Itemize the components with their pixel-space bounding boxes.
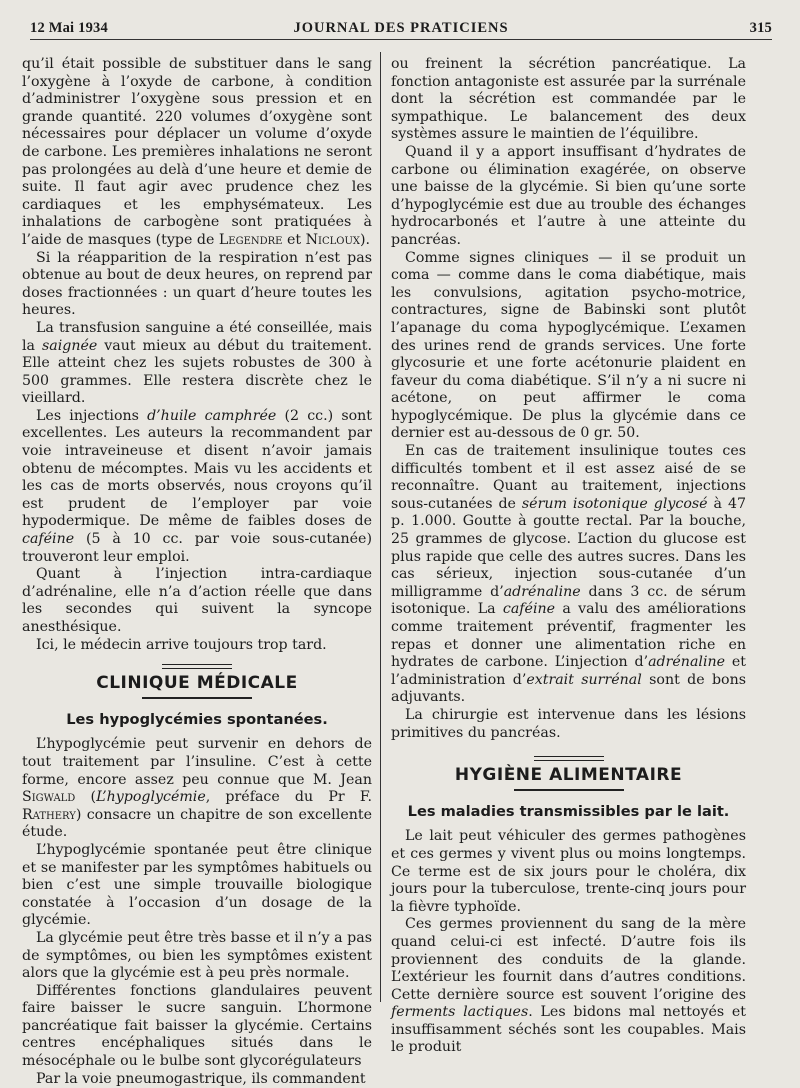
text-run: , préface du Pr F. xyxy=(205,789,372,806)
text-run: Ces germes proviennent du sang de la mère quand celui-ci est infecté. D’autre fois ils proviennent des conduits de la glande. L’extérieur les fournit dans d’autres conditions. Cette dernière source est souvent l’origine des xyxy=(391,916,746,1003)
paragraph: Par la voie pneumogastrique, ils commandent xyxy=(36,1070,366,1087)
text-run: ) consacre un chapitre de son excellente étude. xyxy=(22,806,372,841)
text-run: Les injections xyxy=(36,407,148,424)
section-ornament xyxy=(162,664,232,669)
article-title: Les maladies transmissibles par le lait. xyxy=(407,802,730,820)
text-run: sont de bons adjuvants. xyxy=(391,671,746,706)
paragraph: Ici, le médecin arrive toujours trop tard. xyxy=(36,636,327,653)
page-number: 315 xyxy=(749,20,772,36)
paragraph: Quand il y a apport insuffisant d’hydrates de carbone ou élimination exagérée, on observe une baisse de la glycémie. Si bien qu’une sorte d’hypoglycémie est due au trouble des échanges hydrocarbonés et l’autre à une atteinte du pancréas. xyxy=(391,143,746,248)
author-name: Legendre xyxy=(218,231,283,248)
text-run: L’hypoglycémie peut survenir en dehors de tout traitement par l’insuline. C’est à cette forme, encore assez peu connue que M. Jean xyxy=(22,736,372,788)
section-title: CLINIQUE MÉDICALE xyxy=(96,673,298,694)
italic-term: adrénaline xyxy=(648,654,726,671)
text-run: et xyxy=(282,231,306,248)
text-run: En cas de traitement insulinique toutes ces difficultés tombent et il est assez aisé de se reconnaître. Quant au traitement, injections sous-cutanées de xyxy=(391,443,746,512)
text-run: qu’il était possible de substituer dans le sang l’oxygène à l’oxyde de carbone, à condition d’administrer l’oxygène sous pression et en grande quantité. 220 volumes d’oxygène sont nécessaires pour déplacer un volume d’oxyde de carbone. Les premières inhalations ne seront pas prolongées au delà d’une heure et demie de suite. Il faut agir avec prudence chez les cardiaques et les emphysémateux. Les inhalations de carbogène sont pratiquées à l’aide de masques (type de xyxy=(22,56,372,248)
paragraph: ou freinent la sécrétion pancréatique. La fonction antagoniste est assurée par la surrénale dont la sécrétion est commandée par le sympathique. Le balancement des deux systèmes assure le maintien de l’équilibre. xyxy=(391,56,746,143)
column-divider xyxy=(380,52,381,1002)
section-ornament xyxy=(534,756,604,761)
text-run: a valu des améliorations comme traitement préventif, fragmenter les repas et donner une alimentation riche en hydrates de carbone. L’injection d’ xyxy=(391,601,746,671)
text-run: (2 cc.) sont excellentes. Les auteurs la recommandent par voie intraveineuse et disent n’avoir jamais obtenu de mécomptes. Mais vu les accidents et les cas de morts observés, nous croyons qu’il est prudent de l’employer par voie hypodermique. De même de faibles doses de xyxy=(22,407,373,530)
text-run: (5 à 10 cc. par voie sous-cutanée) trouveront leur emploi. xyxy=(22,531,372,565)
right-column xyxy=(391,56,746,1057)
paragraph: La glycémie peut être très basse et il n’y a pas de symptômes, ou bien les symptômes existent alors que la glycémie est à peu près normale. xyxy=(22,929,372,982)
author-name: Nicloux xyxy=(305,231,360,248)
italic-term: adrénaline xyxy=(503,583,581,600)
text-run: ( xyxy=(75,789,97,806)
left-column xyxy=(22,56,372,1088)
text-run: à 47 p. 1.000. Goutte à goutte rectal. Par la bouche, 25 grammes de glycose. L’action du glucose est plus rapide que celle des autres sucres. Dans les cas sérieux, injection sous-cutanée d’un milligramme d’ xyxy=(391,495,746,600)
italic-term: caféine xyxy=(22,531,75,548)
page-header xyxy=(30,14,772,40)
book-title: L’hypoglycémie xyxy=(96,789,206,806)
italic-term: ferments lactiques xyxy=(391,1004,529,1021)
paragraph: La chirurgie est intervenue dans les lésions primitives du pancréas. xyxy=(391,706,746,741)
paragraph xyxy=(22,56,372,250)
section-underline xyxy=(514,789,624,791)
text-run: dans 3 cc. de sérum isotonique. La xyxy=(391,583,746,618)
paragraph: Le lait peut véhiculer des germes pathogènes et ces germes y vivent plus ou moins longtemps. Ce terme est de six jours pour le choléra, dix jours pour la tuberculose, trente-cinq jours pour la fièvre typhoïde. xyxy=(391,828,746,915)
paragraph: Quant à l’injection intra-cardiaque d’adrénaline, elle n’a d’action réelle que dans les secondes qui suivent la syncope anesthésique. xyxy=(22,566,372,635)
italic-term: extrait surrénal xyxy=(526,671,642,688)
author-name: Rathery xyxy=(22,806,76,823)
italic-term: sérum isotonique glycosé xyxy=(521,495,708,512)
journal-title: JOURNAL DES PRATICIENS xyxy=(293,20,509,36)
issue-date: 12 Mai 1934 xyxy=(30,20,108,36)
section-title: HYGIÈNE ALIMENTAIRE xyxy=(454,765,683,786)
paragraph xyxy=(391,443,746,707)
paragraph: Différentes fonctions glandulaires peuvent faire baisser le sucre sanguin. L’hormone pancréatique fait baisser la glycémie. Certains centres encéphaliques situés dans le mésocéphale ou le bulbe sont glycorégulateurs xyxy=(22,982,372,1070)
paragraph: L’hypoglycémie spontanée peut être clinique et se manifester par les symptômes habituels ou bien c’est une simple trouvaille biologique constatée à l’occasion d’un dosage de la glycémie. xyxy=(22,841,372,929)
author-name: Sigwald xyxy=(22,789,76,806)
header-rule xyxy=(30,39,772,40)
paragraph xyxy=(22,320,372,408)
section-underline xyxy=(142,697,252,699)
paragraph xyxy=(22,408,372,566)
article-title: Les hypoglycémies spontanées. xyxy=(66,710,328,728)
italic-term: saignée xyxy=(41,337,98,354)
paragraph xyxy=(22,736,372,842)
text-run: . Les bidons mal nettoyés et insuffisamment séchés sont les coupables. Mais le produit xyxy=(391,1004,746,1056)
text-run: vaut mieux au début du traitement. Elle atteint chez les sujets robustes de 300 à 500 grammes. Elle restera discrète chez le vieillard. xyxy=(22,337,372,407)
text-run: ). xyxy=(360,231,371,248)
text-run: La transfusion sanguine a été conseillée, mais la xyxy=(22,319,372,354)
paragraph: Si la réapparition de la respiration n’est pas obtenue au bout de deux heures, on reprend par doses fractionnées : un quart d’heure toutes les heures. xyxy=(22,249,372,319)
paragraph xyxy=(391,916,746,1057)
text-run: et l’administration d’ xyxy=(391,654,746,688)
italic-term: caféine xyxy=(502,601,556,618)
italic-term: d’huile camphrée xyxy=(147,407,277,424)
paragraph: Comme signes cliniques — il se produit un coma — comme dans le coma diabétique, mais les convulsions, agitation psycho-motrice, contractures, signe de Babinski sont plutôt l’apanage du coma hypoglycémique. L’examen des urines rend de grands services. Une forte glycosurie et une forte acétonurie plaident en faveur du coma diabétique. S’il n’y a ni sucre ni acétone, on peut affirmer le coma hypoglycémique. De plus la glycémie dans ce dernier est au-dessous de 0 gr. 50. xyxy=(391,249,746,442)
